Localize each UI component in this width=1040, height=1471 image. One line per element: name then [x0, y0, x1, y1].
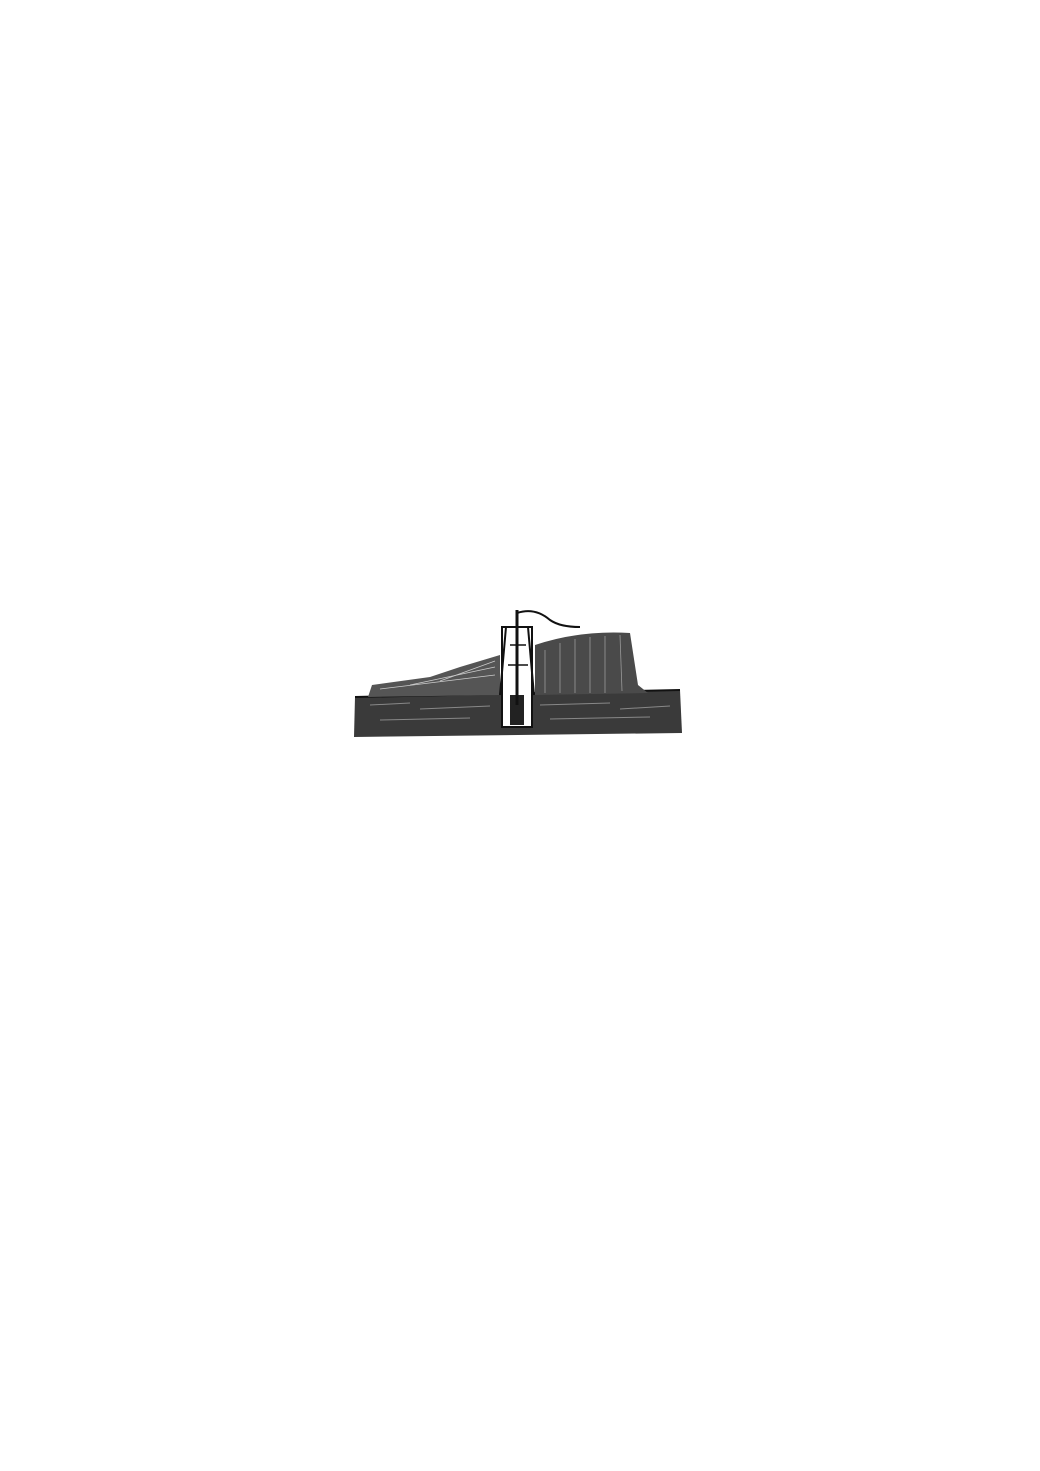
figure-manure-platform: [350, 605, 685, 747]
hose: [517, 611, 580, 627]
right-manure-stack: [535, 633, 648, 696]
manure-stack-illustration: [350, 605, 685, 747]
left-manure-layer: [368, 655, 500, 697]
